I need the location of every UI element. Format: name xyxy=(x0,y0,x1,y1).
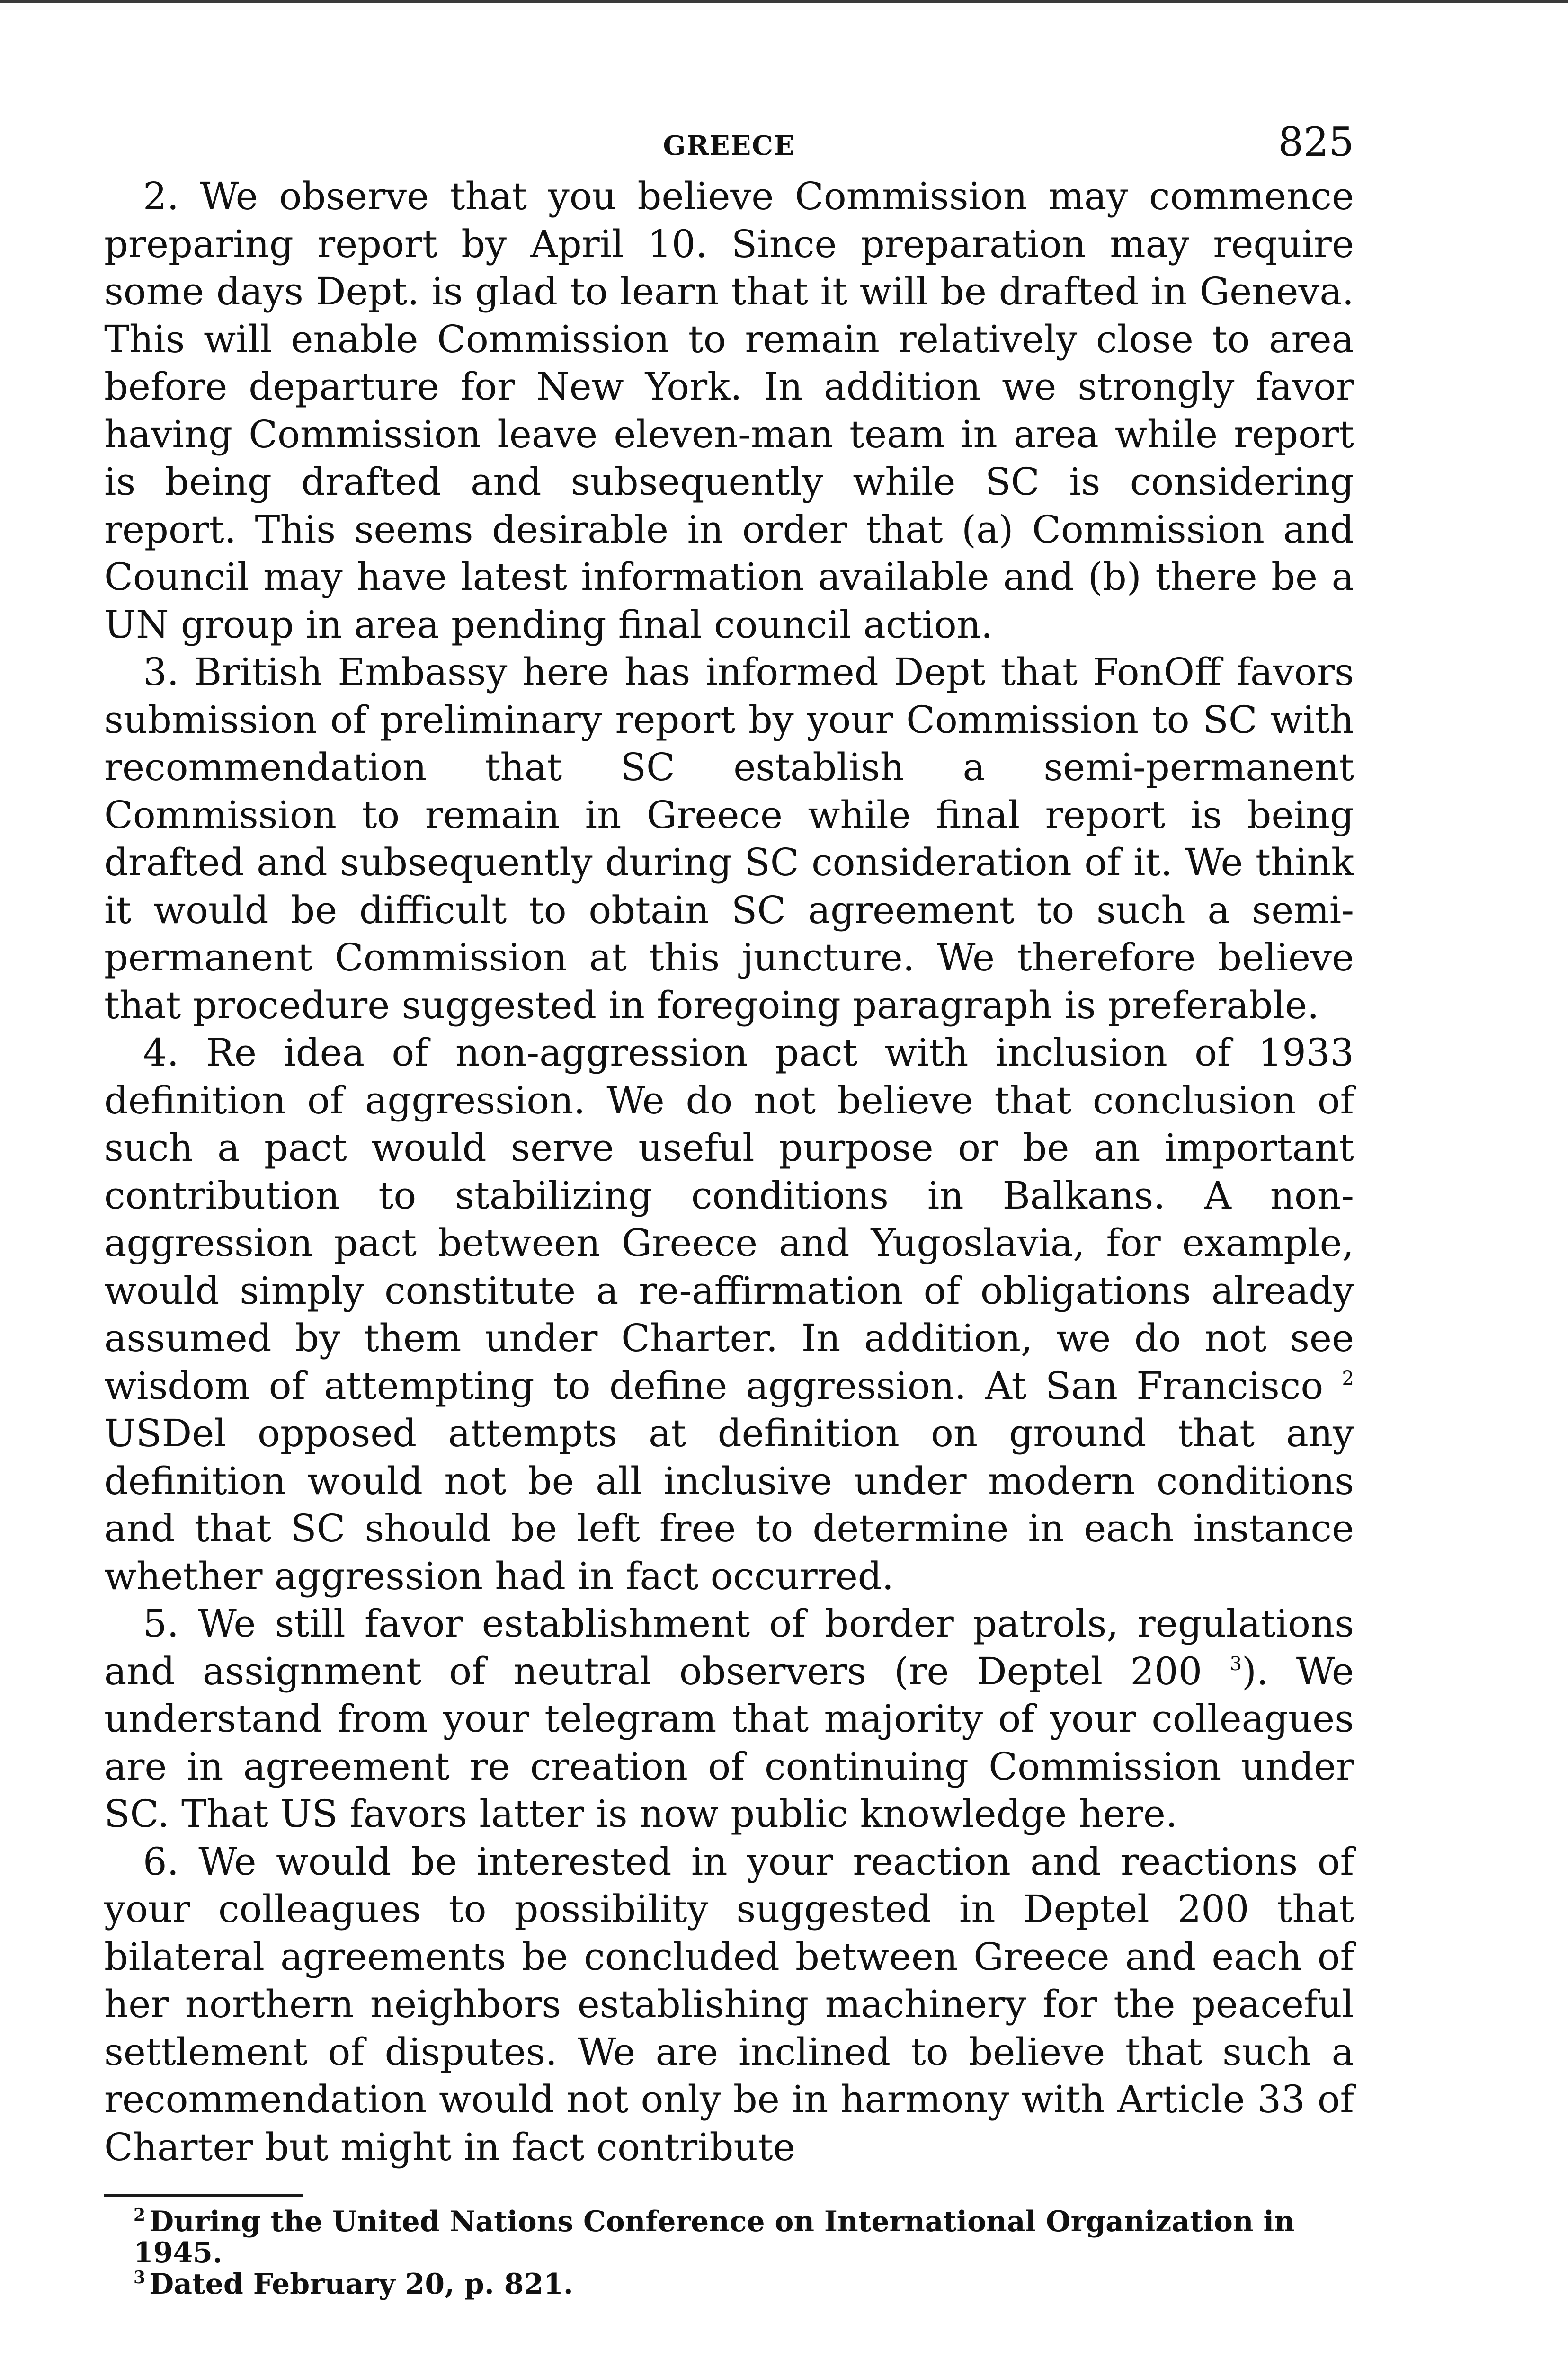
footnote-3 xyxy=(104,2269,1354,2300)
paragraph-text: 3. British Embassy here has informed Dept that FonOff favors submission of preliminary report by your Commission to SC with recommendation that SC establish a semi-permanent Commission to remain in Greece while final report is being drafted and subsequently during SC consideration of it. We think it would be difficult to obtain SC agreement to such a semi-permanent Commission at this juncture. We therefore believe that procedure suggested in foregoing paragraph is preferable. xyxy=(104,650,1354,1027)
body-text xyxy=(104,173,1354,2171)
footnote-ref-2: 2 xyxy=(1342,1367,1354,1389)
paragraph-4 xyxy=(104,1029,1354,1600)
top-edge-rule xyxy=(0,0,1568,3)
paragraph-text-before-ref: 4. Re idea of non-aggression pact with inclusion of 1933 definition of aggression. We do not believe that conclusion of such a pact would serve useful purpose or be an important contribution to stabilizing conditions in Balkans. A non-aggression pact between Greece and Yugoslavia, for example, would simply constitute a re-affirmation of obligations already assumed by them under Charter. In addition, we do not see wisdom of attempting to define aggression. At San Francisco xyxy=(104,1031,1354,1408)
document-page xyxy=(104,121,1354,2300)
page-number: 825 xyxy=(1278,119,1354,165)
paragraph-text: 2. We observe that you believe Commission may commence preparing report by April 10. Since preparation may require some days Dept. is glad to learn that it will be drafted in Geneva. This will enable Commission to remain relatively close to area before departure for New York. In addition we strongly favor having Commission leave eleven-man team in area while report is being drafted and subsequently while SC is considering report. This seems desirable in order that (a) Commission and Council may have latest information available and (b) there be a UN group in area pending final council action. xyxy=(104,174,1354,647)
footnotes xyxy=(104,2206,1354,2300)
paragraph-text: 6. We would be interested in your reaction and reactions of your colleagues to possibility suggested in Deptel 200 that bilateral agreements be concluded between Greece and each of her northern neighbors establishing machinery for the peaceful settlement of disputes. We are inclined to believe that such a recommendation would not only be in harmony with Article 33 of Charter but might in fact contribute xyxy=(104,1839,1354,2169)
paragraph-6 xyxy=(104,1838,1354,2171)
paragraph-text-after-ref: USDel opposed attempts at definition on ground that any definition would not be all inclusive under modern conditions and that SC should be left free to determine in each instance whether aggression had in fact occurred. xyxy=(104,1411,1354,1598)
paragraph-text-after-ref: ). We understand from your telegram that majority of your colleagues are in agreement re creation of continuing Commission under SC. That US favors latter is now public knowledge here. xyxy=(104,1649,1354,1836)
paragraph-2 xyxy=(104,173,1354,649)
footnote-ref-3: 3 xyxy=(1229,1653,1242,1675)
footnote-2 xyxy=(104,2206,1354,2269)
footnote-marker: 3 xyxy=(134,2268,146,2287)
page-header xyxy=(104,121,1354,173)
paragraph-text-before-ref: 5. We still favor establishment of border patrols, regulations and assignment of neutral observers (re Deptel 200 xyxy=(104,1602,1354,1693)
paragraph-5 xyxy=(104,1600,1354,1838)
footnote-marker: 2 xyxy=(134,2205,146,2225)
footnote-divider xyxy=(104,2194,303,2197)
running-head: GREECE xyxy=(663,130,795,161)
paragraph-3 xyxy=(104,649,1354,1029)
footnote-text: Dated February 20, p. 821. xyxy=(149,2268,573,2301)
footnote-text: During the United Nations Conference on International Organization in 1945. xyxy=(134,2205,1295,2269)
